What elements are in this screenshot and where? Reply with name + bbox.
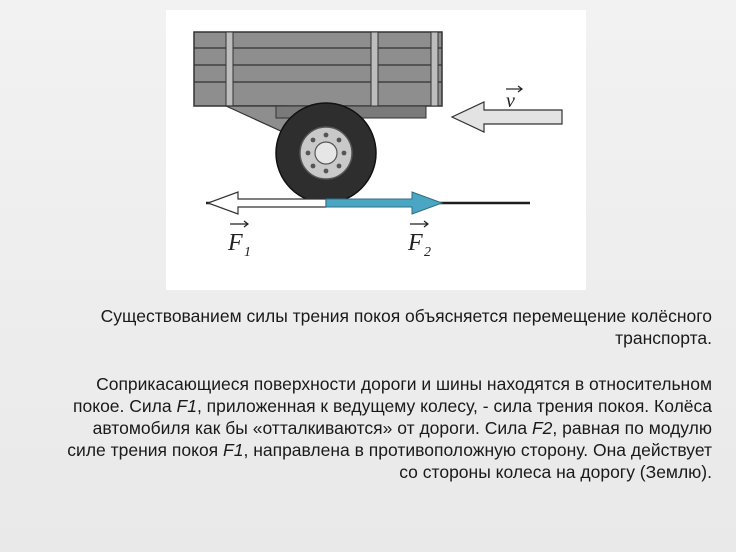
paragraph-text: , направлена в противоположную сторону. Она действует со стороны колеса на дорогу (Землю). [243,440,712,482]
illustration-panel [166,10,586,290]
trailer-post [371,32,378,106]
paragraph-text: , приложенная к ведущему колесу, - сила трения покоя. Колёса автомобиля как бы «отталкиваются» от дороги. Сила [92,396,712,438]
paragraph-intro: Существованием силы трения покоя объясняется перемещение колёсного транспорта. [100,306,712,348]
force2-subscript: 2 [424,245,431,260]
force2-label: F [408,230,423,256]
trailer-post [431,32,438,106]
force-f1-inline: F1 [223,440,244,460]
velocity-label: v [506,90,515,112]
paragraph-text: , равная по модулю силе трения покоя [67,418,712,460]
paragraph-explanation [52,373,712,483]
wheel-hub [315,142,337,164]
force-f1-inline: F1 [176,396,197,416]
paragraph-text: Соприкасающиеся поверхности дороги и шины находятся в относительном покое. Сила [73,374,712,416]
force-f2-inline: F2 [531,418,553,438]
force1-label: F [228,230,243,256]
trailer-diagram [166,10,586,290]
trailer-post [226,32,233,106]
force1-subscript: 1 [244,245,251,260]
